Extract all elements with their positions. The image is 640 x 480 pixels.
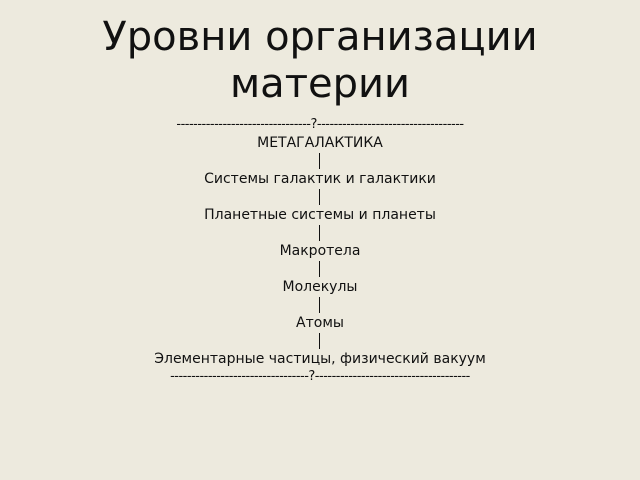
slide-title-line-1: Уровни организации: [102, 14, 538, 60]
connector-line: [0, 332, 640, 350]
hierarchy-diagram: [0, 116, 640, 386]
connector-line: [0, 224, 640, 242]
slide-title: [0, 14, 640, 108]
level-galaxy-systems: Системы галактик и галактики: [204, 171, 436, 187]
level-macrobodies: Макротела: [279, 243, 361, 259]
level-planetary-systems: Планетные системы и планеты: [204, 207, 436, 223]
bottom-dashed-border: ---------------------------------?-------------------------------------: [170, 369, 470, 384]
connector-line: [0, 188, 640, 206]
connector-line: [0, 152, 640, 170]
level-metagalaxy: МЕТАГАЛАКТИКА: [257, 135, 383, 151]
connector-line: [0, 260, 640, 278]
level-molecules: Молекулы: [282, 279, 358, 295]
level-elementary-particles: Элементарные частицы, физический вакуум: [154, 351, 486, 367]
slide-title-line-2: материи: [230, 61, 410, 107]
level-atoms: Атомы: [296, 315, 344, 331]
connector-line: [0, 296, 640, 314]
top-dashed-border: --------------------------------?-----------------------------------: [176, 117, 464, 132]
